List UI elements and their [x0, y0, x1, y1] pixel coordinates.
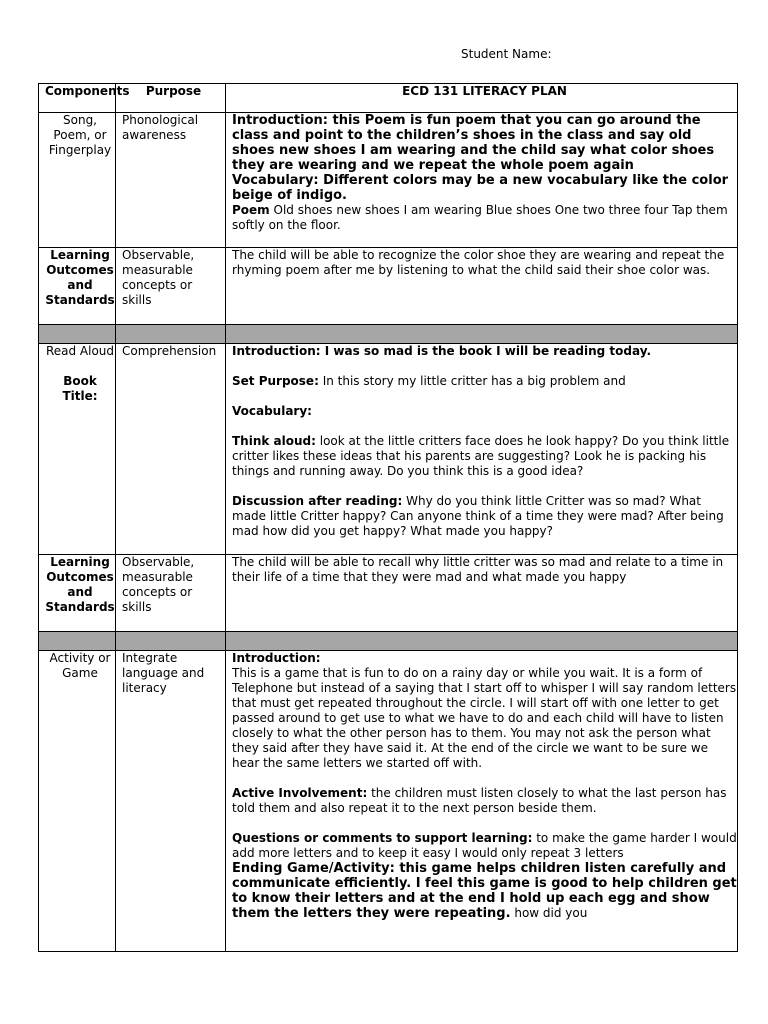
read-aloud-intro: Introduction: I was so mad is the book I will be reading today. — [232, 344, 652, 358]
activity-intro-label: Introduction: — [232, 651, 321, 665]
ending-text: how did you — [510, 906, 588, 920]
think-aloud-text: look at the little critters face does he look happy? Do you think little critter likes these ideas that his parents are suggesting? Look he is packing his things and running away. Do you think this is a good idea? — [232, 434, 730, 478]
outcome-label-1: Learning Outcomes and Standards — [39, 248, 116, 325]
active-involvement-text: the children must listen closely to what the last person has told them and also repeat it to the next person beside them. — [232, 786, 727, 815]
set-purpose-text: In this story my little critter has a big problem and — [318, 374, 626, 388]
header-purpose: Purpose — [116, 84, 226, 113]
think-aloud-label: Think aloud: — [232, 434, 316, 448]
poem-text: Old shoes new shoes I am wearing Blue shoes One two three four Tap them softly on the floor. — [232, 203, 728, 232]
header-row — [39, 84, 738, 113]
set-purpose-label: Set Purpose: — [232, 374, 319, 388]
outcome-purpose-2: Observable, measurable concepts or skills — [116, 555, 226, 632]
intro-label: Introduction: — [232, 113, 328, 128]
vocabulary-label: Vocabulary: — [232, 404, 312, 418]
divider-row-2 — [39, 632, 738, 651]
active-involvement-label: Active Involvement: — [232, 786, 368, 800]
outcome-purpose-1: Observable, measurable concepts or skills — [116, 248, 226, 325]
activity-intro-text: This is a game that is fun to do on a rainy day or while you wait. It is a form of Telephone but instead of a saying that I start off to whisper I will say random letters that must get repeated throughout the circle. I will start off with one letter to get passed around to get use to what we have to do and each child will have to listen closely to what the other person has to them. You may not ask the person what they said after they have said it. At the end of the circle we want to be sure we hear the same letters we started off with. — [232, 666, 737, 770]
component-activity-game: Activity or Game — [39, 651, 116, 952]
purpose-comprehension: Comprehension — [116, 344, 226, 555]
outcome-text-1: The child will be able to recognize the color shoe they are wearing and repeat the rhyming poem after me by listening to what the child said their shoe color was. — [226, 248, 738, 325]
intro-text: this Poem is fun poem that you can go around the class and point to the children’s shoes in the class and say old shoes new shoes I am wearing and the child say what color shoes they are wearing and we repeat the whole poem again — [232, 113, 715, 173]
page-title: ECD 131 LITERACY PLAN — [226, 84, 738, 113]
vocabulary-text: Vocabulary: Different colors may be a new vocabulary like the color beige of indigo. — [232, 173, 729, 203]
purpose-phonological: Phonological awareness — [116, 113, 226, 248]
component-song-poem: Song, Poem, or Fingerplay — [39, 113, 116, 248]
read-aloud-row — [39, 344, 738, 555]
header-components: Components — [39, 84, 116, 113]
questions-text: to make the game harder I would add more letters and to keep it easy I would only repeat 3 letters — [232, 831, 737, 860]
ending-label: Ending Game/Activity: this game helps children listen carefully and communicate efficiently. I feel this game is good to help children get to know their letters and at the end I hold up each egg and show them the letters they were repeating. — [232, 861, 737, 921]
poem-label: Poem — [232, 203, 270, 217]
outcome-row-2 — [39, 555, 738, 632]
student-name-label: Student Name: — [461, 47, 552, 61]
song-poem-content — [226, 113, 738, 248]
activity-game-row — [39, 651, 738, 952]
divider-row-1 — [39, 325, 738, 344]
read-aloud-label: Read Aloud — [45, 344, 115, 358]
read-aloud-content — [226, 344, 738, 555]
purpose-integrate: Integrate language and literacy — [116, 651, 226, 952]
book-title-label: Book Title: — [62, 374, 98, 403]
outcome-text-2: The child will be able to recall why little critter was so mad and relate to a time in their life of a time that they were mad and what made you happy — [226, 555, 738, 632]
discussion-label: Discussion after reading: — [232, 494, 403, 508]
discussion-text: Why do you think little Critter was so mad? What made little Critter happy? Can anyone think of a time they were mad? After being mad how did you get happy? What made you happy? — [232, 494, 724, 538]
outcome-label-2: Learning Outcomes and Standards — [39, 555, 116, 632]
literacy-plan-table — [38, 83, 738, 952]
song-poem-row — [39, 113, 738, 248]
questions-label: Questions or comments to support learning: — [232, 831, 533, 845]
outcome-row-1 — [39, 248, 738, 325]
component-read-aloud — [39, 344, 116, 555]
activity-content — [226, 651, 738, 952]
